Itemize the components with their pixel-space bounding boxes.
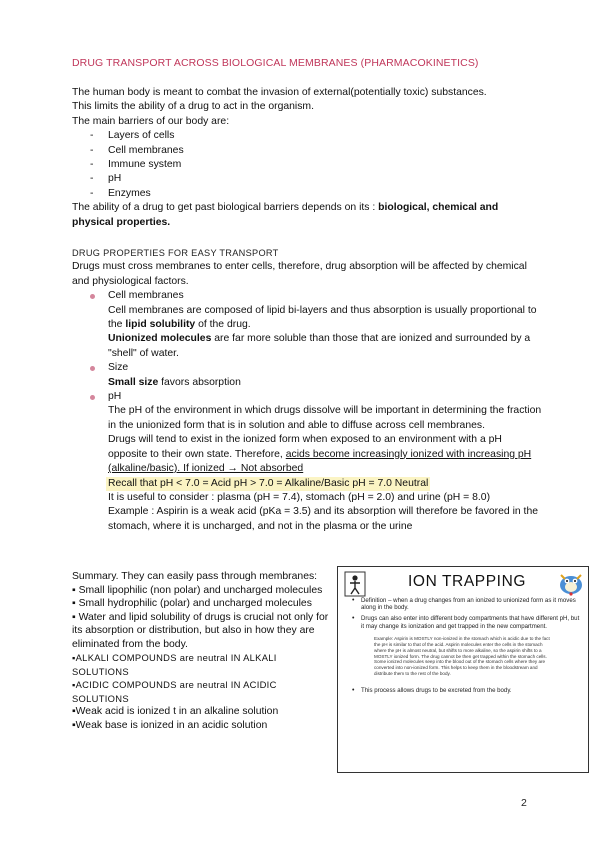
- intro-line: The human body is meant to combat the invasion of external(potentially toxic) substances.: [72, 87, 487, 98]
- list-item: - Layers of cells: [90, 130, 175, 142]
- page-title: DRUG TRANSPORT ACROSS BIOLOGICAL MEMBRANES (PHARMACOKINETICS): [72, 57, 479, 69]
- ion-trapping-slide: [337, 566, 589, 773]
- page-number: 2: [521, 797, 527, 809]
- summary-section: [72, 570, 334, 732]
- ph-useful: It is useful to consider : plasma (pH = 7.4), stomach (pH = 2.0) and urine (pH = 8.0): [108, 491, 491, 503]
- cartoon-character-icon: [556, 570, 586, 596]
- bullet-dot: [90, 366, 95, 371]
- properties-section: [72, 246, 542, 534]
- properties-list: [72, 289, 542, 534]
- summary-heading: Summary. They can easily pass through membranes:: [72, 571, 318, 582]
- list-item: - Enzymes: [90, 187, 151, 199]
- bullet-dot: [90, 294, 95, 299]
- intro-section: [72, 86, 542, 230]
- ph-example: Example : Aspirin is a weak acid (pKa = 3.5) and its absorption will therefore be favored in the stomach, where it is uncharged, and not in the plasma or the urine: [108, 506, 538, 532]
- bullet-dot: [90, 395, 95, 400]
- summary-item: ▪Weak base is ionized in an acidic solution: [72, 719, 268, 731]
- summary-item: ▪ Water and lipid solubility of drugs is crucial not only for its absorption or distribution, but also in how they are eliminated from the body.: [72, 611, 329, 650]
- slide-bullet: • This process allows drugs to be excreted from the body.: [352, 687, 512, 695]
- barrier-list: [72, 129, 542, 201]
- list-item: Size Small size favors absorption: [72, 361, 542, 390]
- summary-item: ▪ Small hydrophilic (polar) and uncharged molecules: [72, 598, 312, 609]
- summary-item: ▪ACIDIC COMPOUNDS are neutral IN ACIDIC SOLUTIONS: [72, 679, 277, 704]
- list-item: - Cell membranes: [90, 144, 184, 156]
- figure-icon: [344, 571, 366, 597]
- summary-item: ▪ALKALI COMPOUNDS are neutral IN ALKALI SOLUTIONS: [72, 652, 277, 677]
- ph-paragraph: Drugs will tend to exist in the ionized form when exposed to an environment with a pH opposite to their own state. Therefore, acids become increasingly ionized with increasing pH (alkaline/basic). If ionized → Not absorbed: [108, 434, 532, 475]
- slide-example: Example: Aspirin is MOSTLY non-ionized in the stomach which is acidic due to the fact the pH is similar to that of the acid. Aspirin molecules enter the cells in the stomach where the pH is almost neutral, but shifts to more alkaline, so the aspirin shifts to a MOSTLY ionized form. The drug cannot be then get trapped within the stomach cells. Some ionized molecules seep into the blood out of the stomach cells where they are converted into non-ionized form. This helps to keep them in the bloodstream and distribute them to the rest of the body.: [374, 635, 550, 677]
- slide-bullet: • Drugs can also enter into different body compartments that have different pH, but it may change its ionization and get trapped in the new compartment.: [352, 615, 580, 630]
- list-item: - Immune system: [90, 159, 182, 171]
- summary-item: ▪Weak acid is ionized t in an alkaline solution: [72, 706, 279, 717]
- section-heading: DRUG PROPERTIES FOR EASY TRANSPORT: [72, 248, 279, 258]
- slide-title: ION TRAPPING: [408, 573, 527, 590]
- slide-body: [350, 597, 580, 698]
- list-item: pH The pH of the environment in which drugs dissolve will be important in determining the fraction in the unionized form that is in solution and able to diffuse across cell membranes. Drugs will tend to exist in the ionized form when exposed to an environment with a pH opposite to their own state. Therefore, acids become increasingly ionized with increasing pH (alkaline/basic). If ionized → Not absorbed Recall that pH < 7.0 = Acid pH > 7.0 = Alkaline/Basic pH = 7.0 Neutral It is useful to consider : plasma (pH = 7.4), stomach (pH = 2.0) and urine (pH = 8.0) Example : Aspirin is a weak acid (pKa = 3.5) and its absorption will therefore be favored in the stomach, where it is uncharged, and not in the plasma or the urine: [72, 390, 542, 534]
- list-item: - pH: [90, 173, 122, 185]
- list-item: Cell membranes Cell membranes are composed of lipid bi-layers and thus absorption is usually proportional to the lipid solubility of the drug. Unionized molecules are far more soluble than those that are ionized and surrounded by a "shell" of water.: [72, 289, 542, 361]
- recall-highlight: Recall that pH < 7.0 = Acid pH > 7.0 = Alkaline/Basic pH = 7.0 Neutral: [106, 477, 430, 491]
- ability-paragraph: The ability of a drug to get past biological barriers depends on its : biological, chemical and physical properties.: [72, 202, 499, 228]
- summary-item: ▪ Small lipophilic (non polar) and uncharged molecules: [72, 584, 323, 596]
- intro-line: This limits the ability of a drug to act in the organism.: [72, 101, 314, 113]
- properties-intro: Drugs must cross membranes to enter cells, therefore, drug absorption will be affected by chemical and physiological factors.: [72, 261, 527, 287]
- slide-bullet: • Definition – when a drug changes from an ionized to unionized form as it moves along in the body.: [352, 597, 576, 612]
- intro-line: The main barriers of our body are:: [72, 115, 230, 127]
- ph-paragraph: The pH of the environment in which drugs dissolve will be important in determining the fraction in the unionized form that is in solution and able to diffuse across cell membranes.: [108, 405, 542, 431]
